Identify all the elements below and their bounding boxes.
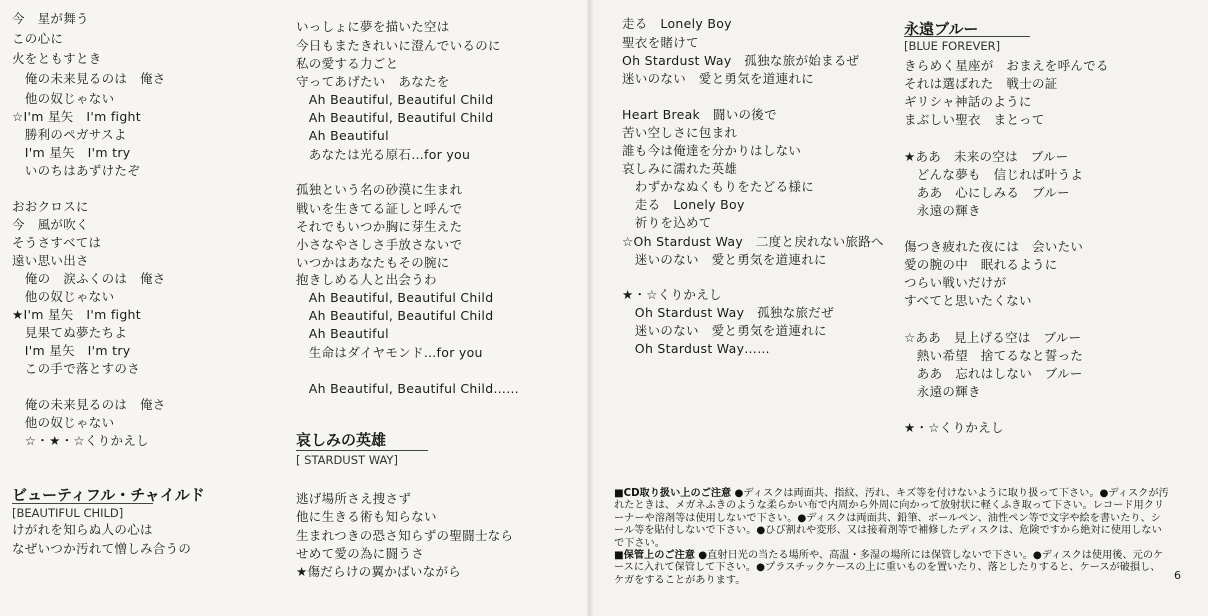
song-subtitle-kanashimi: [ STARDUST WAY] [296,450,428,467]
lyric-line: 走る Lonely Boy [622,16,732,31]
lyric-line: Heart Break 闘いの後で [622,107,777,122]
lyric-line: Oh Stardust Way…… [622,341,770,356]
lyric-line: けがれを知らぬ人の心は [12,522,153,537]
lyric-line: 苦い空しさに包まれ [622,125,738,140]
lyric-line: いのちはあずけたぞ [12,163,141,178]
lyric-line: 聖衣を賭けて [622,35,699,50]
cd-care-notes [614,488,1169,587]
lyric-line: 誰も今は俺達を分かりはしない [622,143,802,158]
lyric-line: 迷いのない 愛と勇気を道連れに [622,252,827,267]
lyric-line: 勝利のペガサスよ [12,127,127,142]
lyric-line: 生まれつきの恐さ知らずの聖闘士なら [296,528,514,543]
lyric-line: なぜいつか汚れて憎しみ合うの [12,541,192,556]
lyric-line: 小さなやさしさ手放さないで [296,237,463,252]
lyric-line: 祈りを込めて [622,215,712,230]
lyric-line: ☆ああ 見上げる空は ブルー [904,330,1082,345]
lyric-line: 今 星が舞う [12,11,89,26]
care-notes-1 [614,488,1169,550]
lyric-line: 他の奴じゃない [12,91,115,106]
lyric-line: わずかなぬくもりをたどる様に [622,179,815,194]
lyric-line: ☆I'm 星矢 I'm fight [12,109,141,124]
song-title-beautiful-child: ビューティフル・チャイルド [12,486,205,504]
lyric-line: この手で落とすのさ [12,361,141,376]
lyric-line: 抱きしめる人と出会うわ [296,272,437,287]
booklet-fold [586,0,594,616]
lyric-line: まぶしい聖衣 まとって [904,112,1045,127]
lyric-line: ☆・★・☆くりかえし [12,433,149,448]
lyric-line: 愛の腕の中 眠れるように [904,257,1058,272]
lyric-line: それは選ばれた 戦士の証 [904,76,1058,91]
song-title-eien-blue: 永遠ブルー [904,20,979,38]
lyric-line: Ah Beautiful, Beautiful Child…… [296,381,520,396]
lyric-line: 今日もまたきれいに澄んでいるのに [296,38,501,53]
lyric-line: 俺の 涙ふくのは 俺さ [12,271,166,286]
lyrics-column-2 [296,0,586,616]
lyric-line: 他に生きる術も知らない [296,509,437,524]
lyric-line: 火をともすとき [12,51,102,66]
lyric-line: ああ 心にしみる ブルー [904,185,1070,200]
page-number: 6 [1174,569,1181,582]
lyric-line: 守ってあげたい あなたを [296,74,450,89]
lyrics-column-4 [904,0,1194,480]
lyric-line: 俺の未来見るのは 俺さ [12,71,166,86]
lyric-line: Oh Stardust Way 孤独な旅が始まるぜ [622,53,860,68]
lyric-line: I'm 星矢 I'm try [12,145,131,160]
lyric-line: Ah Beautiful [296,128,389,143]
lyric-line: 戦いを生きてる証しと呼んで [296,201,463,216]
lyric-line: Ah Beautiful, Beautiful Child [296,110,494,125]
lyric-line: それでもいつか胸に芽生えた [296,219,463,234]
lyric-line: ★傷だらけの翼かばいながら [296,564,462,579]
lyric-line: 走る Lonely Boy [622,197,745,212]
lyric-line: 逃げ場所さえ捜さず [296,491,412,506]
lyric-line: 今 風が吹く [12,217,89,232]
lyric-line: 遠い思い出さ [12,253,89,268]
lyric-line: 熱い希望 捨てるなと誓った [904,348,1084,363]
lyric-line: 傷つき疲れた夜には 会いたい [904,239,1084,254]
lyric-line: ★・☆くりかえし [904,420,1004,435]
lyric-line: ★I'm 星矢 I'm fight [12,307,141,322]
lyric-line: Ah Beautiful, Beautiful Child [296,290,494,305]
song-subtitle-eien-blue: [BLUE FOREVER] [904,36,1030,53]
lyric-line: 哀しみに濡れた英雄 [622,161,738,176]
lyric-line: 見果てぬ夢たちよ [12,325,128,340]
lyric-line: 俺の未来見るのは 俺さ [12,397,166,412]
lyric-line: きらめく星座が おまえを呼んでる [904,58,1109,73]
lyric-line: 迷いのない 愛と勇気を道連れに [622,71,815,86]
lyric-line: I'm 星矢 I'm try [12,343,131,358]
lyric-line: 私の愛する力ごと [296,56,399,71]
lyric-line: どんな夢も 信じれば叶うよ [904,167,1084,182]
lyric-line: Ah Beautiful [296,326,389,341]
lyrics-column-3 [622,0,892,480]
lyric-line: 他の奴じゃない [12,415,115,430]
lyric-line: せめて愛の為に闘うさ [296,546,425,561]
lyric-line: おおクロスに [12,199,89,214]
song-title-kanashimi: 哀しみの英雄 [296,431,387,449]
lyric-line: Ah Beautiful, Beautiful Child [296,308,494,323]
lyric-line: 孤独という名の砂漠に生まれ [296,182,463,197]
lyric-line: 迷いのない 愛と勇気を道連れに [622,323,827,338]
lyric-line: ギリシャ神話のように [904,94,1032,109]
lyric-line: ★ああ 未来の空は ブルー [904,149,1069,164]
lyric-line: 永遠の輝き [904,384,981,399]
lyric-line: ああ 忘れはしない ブルー [904,366,1083,381]
lyric-line: あなたは光る原石…for you [296,147,471,162]
lyric-line: Ah Beautiful, Beautiful Child [296,92,494,107]
care-notes-2 [614,550,1169,587]
lyric-line: いっしょに夢を描いた空は [296,19,450,34]
care-heading: ■CD取り扱い上のご注意 [614,488,732,499]
lyric-line: いつかはあなたもその腕に [296,255,450,270]
lyrics-column-1 [12,0,282,616]
storage-heading: ■保管上のご注意 [614,550,695,562]
storage-text: ●直射日光の当たる場所や、高温・多湿の場所には保管しないで下さい。●ディスクは使用後、元のケースに入れて保管して下さい。●プラスチックケースの上に重いものを置いたり、落としたりすると、ケースが破損し、ケガをすることがあります。 [614,550,1164,586]
lyric-line: そうさすべては [12,235,102,250]
lyric-line: 永遠の輝き [904,203,981,218]
lyric-line: 生命はダイヤモンド…for you [296,345,483,360]
song-subtitle-beautiful-child: [BEAUTIFUL CHILD] [12,503,153,520]
lyric-line: ☆Oh Stardust Way 二度と戻れない旅路へ [622,234,884,249]
lyric-line: 他の奴じゃない [12,289,115,304]
lyric-line: ★・☆くりかえし [622,287,722,302]
lyric-line: この心に [12,31,64,46]
care-text: ●ディスクは両面共、指紋、汚れ、キズ等を付けないように取り扱って下さい。●ディスクが汚れたときは、メガネふきのような柔らかい布で内周から外周に向かって放射状に軽くふき取って下さい。レコード用クリーナーや溶剤等は使用しないで下さい。●ディスクは両面共、鉛筆、ボールペン、油性ペン等で文字や絵を書いたり、シール等を貼付しないで下さい。●ひび割れや変形、又は接着剤等で補修したディスクは、危険ですから絶対に使用しないで下さい。 [614,488,1169,549]
lyric-line: Oh Stardust Way 孤独な旅だぜ [622,305,834,320]
lyric-line: つらい戦いだけが [904,275,1007,290]
lyric-line: すべてと思いたくない [904,293,1032,308]
